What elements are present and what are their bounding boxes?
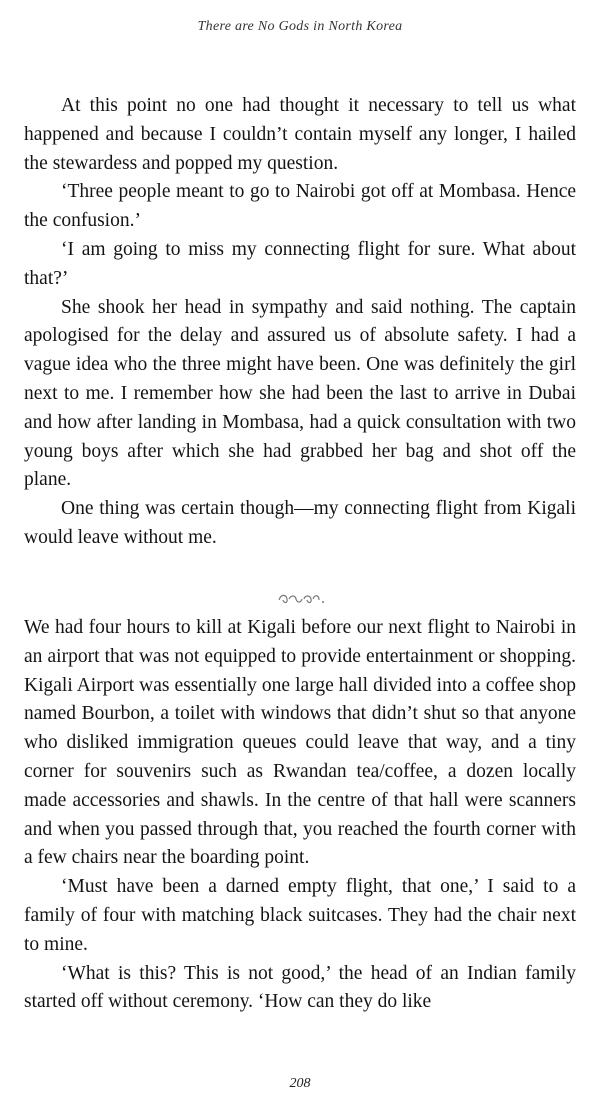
paragraph: One thing was certain though—my connecting flight from Kigali would leave without me. xyxy=(24,498,576,548)
section-two xyxy=(24,614,576,1017)
paragraph: At this point no one had thought it necessary to tell us what happened and because I couldn’t contain myself any longer, I hailed the stewardess and popped my question. xyxy=(24,95,576,174)
paragraph: ‘Must have been a darned empty flight, that one,’ I said to a family of four with matching black suitcases. They had the chair next to mine. xyxy=(24,876,576,955)
paragraph: She shook her head in sympathy and said nothing. The captain apologised for the delay and assured us of absolute safety. I had a vague idea who the three might have been. One was definitely the girl next to me. I remember how she had been the last to arrive in Dubai and how after landing in Mombasa, had a quick consultation with two young boys after which she had grabbed her bag and shot off the plane. xyxy=(24,296,576,491)
paragraph: ‘Three people meant to go to Nairobi got off at Mombasa. Hence the confusion.’ xyxy=(24,181,576,232)
page-number: 208 xyxy=(289,1076,311,1091)
paragraph: ‘I am going to miss my connecting flight for sure. What about that?’ xyxy=(24,238,576,289)
section-one xyxy=(24,92,576,553)
running-head: There are No Gods in North Korea xyxy=(197,19,403,34)
paragraph: ‘What is this? This is not good,’ the head of an Indian family started off without ceremony. ‘How can they do like xyxy=(24,962,576,1013)
paragraph: We had four hours to kill at Kigali before our next flight to Nairobi in an airport that was not equipped to provide entertainment or shopping. Kigali Airport was essentially one large hall divided into a coffee shop named Bourbon, a toilet with windows that didn’t shut so that anyone who disliked immigration queues could leave that way, and a tiny corner for souvenirs such as Rwandan tea/coffee, a dozen locally made accessories and shawls. In the centre of that hall were scanners and when you passed through that, you reached the fourth corner with a few chairs near the boarding point. xyxy=(24,617,576,869)
section-break-ornament xyxy=(0,590,600,607)
flourish-icon xyxy=(275,591,325,607)
